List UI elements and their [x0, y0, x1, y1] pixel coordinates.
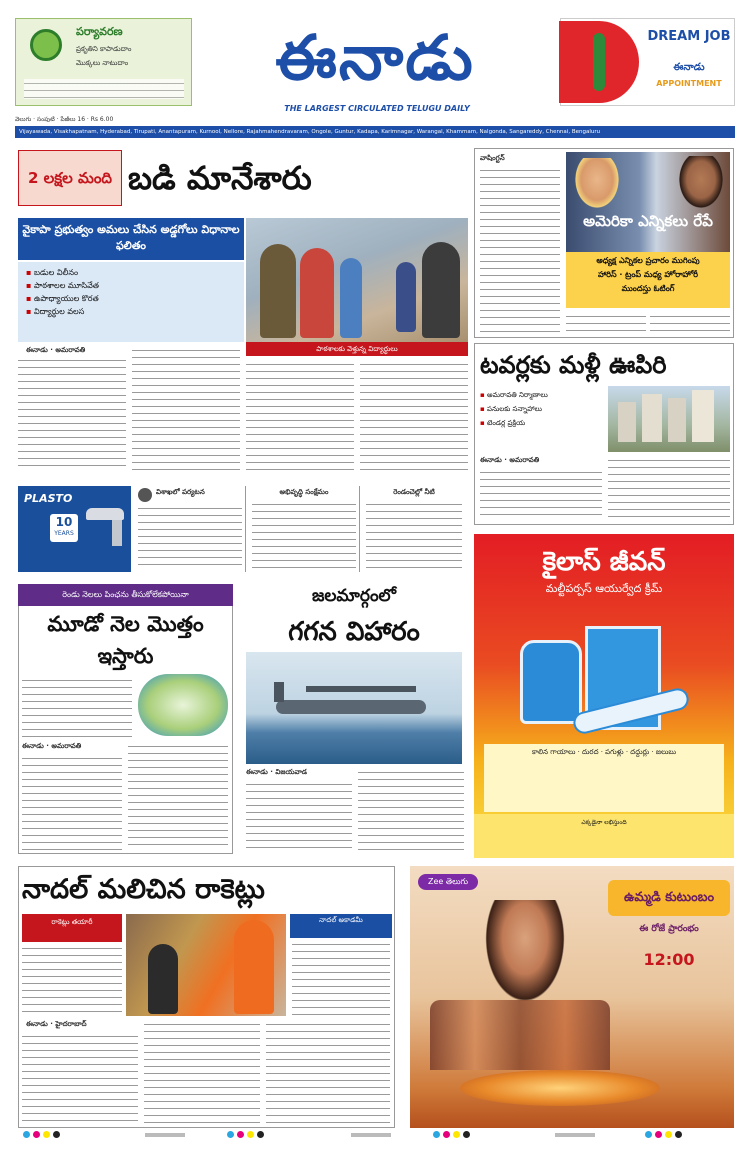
diya-lamp-graphic — [460, 1070, 660, 1106]
pension-points — [22, 676, 132, 740]
lead-body-col-1 — [18, 356, 126, 470]
cream-tin-image — [520, 640, 582, 724]
tower-body-col-2 — [608, 456, 730, 520]
tower-photo — [608, 386, 730, 452]
seaplane-byline: ఈనాడు · విజయవాడ — [246, 768, 307, 776]
registration-dot — [43, 1131, 50, 1138]
registration-dot — [247, 1131, 254, 1138]
seaplane-body-col-2 — [358, 768, 464, 852]
nadal-points — [22, 944, 122, 1016]
zee-premiere-text: ఈ రోజే ప్రారంభం — [639, 924, 699, 934]
printer-registration-strip — [15, 1128, 735, 1142]
registration-dot — [33, 1131, 40, 1138]
editions-bar: Vijayawada, Visakhapatnam, Hyderabad, Tirupati, Anantapuram, Kurnool, Nellore, Rajahmahendravaram, Ongole, Guntur, Kadapa, Karimnagar, Warangal, Khammam, Nalgonda, Sangareddy, Chennai, Bengaluru — [15, 126, 735, 138]
student-figure — [260, 244, 296, 338]
nadal-sidebar-body — [292, 940, 390, 1016]
nadal-red-box: రాకెట్లు తయారీ — [22, 914, 122, 942]
seaplane-graphic — [276, 700, 426, 714]
tower-byline: ఈనాడు · అమరావతి — [480, 456, 540, 464]
lead-kicker: వైకాపా ప్రభుత్వం అమలు చేసిన అడ్డగోలు విధానాల ఫలితం — [18, 218, 244, 260]
lead-point: ▪ పాఠశాలల మూసివేత — [26, 279, 236, 292]
warranty-badge — [50, 514, 78, 542]
building-graphic — [642, 394, 662, 442]
tagline: THE LARGEST CIRCULATED TELUGU DAILY — [284, 104, 470, 113]
registration-dot — [53, 1131, 60, 1138]
recycle-icon — [30, 29, 62, 61]
lead-photo-caption: పాఠశాలకు వెళ్తున్న విద్యార్థులు — [246, 342, 468, 356]
ear-right-brand: ఈనాడు — [673, 62, 705, 73]
lead-points — [18, 262, 244, 342]
registration-dot — [237, 1131, 244, 1138]
seaplane-tail — [274, 682, 284, 702]
student-figure — [422, 242, 460, 338]
registration-dot — [227, 1131, 234, 1138]
brief-3-title[interactable]: రెండంచెల్లో నీటి — [393, 488, 435, 496]
student-figure — [340, 258, 362, 338]
lead-point: ▪ ఉపాధ్యాయుల కొరత — [26, 292, 236, 305]
registration-dot — [453, 1131, 460, 1138]
masthead-title: ఈనాడు — [275, 21, 475, 94]
ear-left-title: పర్యావరణ — [76, 25, 123, 38]
us-body-col-1 — [480, 166, 560, 332]
lead-body-col-4 — [360, 360, 468, 470]
registration-dot — [23, 1131, 30, 1138]
building-graphic — [618, 402, 636, 442]
us-body-col-3 — [650, 312, 730, 332]
lead-byline: ఈనాడు · అమరావతి — [26, 346, 86, 354]
nadal-body-col-1 — [22, 1032, 138, 1124]
nadal-headline[interactable]: నాదల్ మలిచిన రాకెట్లు — [22, 874, 265, 905]
ear-left-line-2: మొక్కలు నాటుదాం — [76, 59, 129, 67]
us-candidates-photo — [566, 152, 730, 252]
us-highlight-2: హారిస్ · ట్రంప్ మధ్య హోరాహోరీ — [597, 270, 699, 279]
seaplane-wing — [306, 686, 416, 692]
pension-body-col-1 — [22, 754, 122, 850]
actress-portrait — [480, 900, 570, 1010]
brief-1-title[interactable]: విశాఖలో పర్యటన — [156, 488, 205, 496]
nadal-body-col-2 — [144, 1020, 260, 1124]
registration-dot — [443, 1131, 450, 1138]
pension-byline: ఈనాడు · అమరావతి — [22, 742, 82, 750]
candidate-portrait — [572, 158, 622, 212]
us-headline[interactable]: అమెరికా ఎన్నికలు రేపే — [583, 212, 713, 230]
registration-dot — [463, 1131, 470, 1138]
lead-body-col-3 — [246, 360, 354, 470]
pension-photo — [138, 674, 228, 736]
building-graphic — [692, 390, 714, 442]
tower-points — [480, 388, 604, 430]
portrait-icon — [138, 488, 152, 502]
student-figure — [300, 248, 334, 338]
tower-point: ▪ అమరావతి నిర్మాణాలు — [480, 388, 604, 402]
pension-body-col-2 — [128, 742, 228, 850]
dream-job-label: DREAM JOB — [647, 29, 731, 44]
figure-icon — [593, 33, 605, 91]
lead-photo — [246, 218, 468, 342]
faucet-icon-spout — [112, 520, 122, 546]
us-highlight-3: ముందస్తు ఓటింగ్ — [621, 284, 675, 293]
faucet-icon — [86, 508, 124, 520]
seaplane-photo — [246, 652, 462, 764]
kailash-title: కైలాస్ జీవన్ — [542, 547, 666, 577]
lead-point: ▪ బడుల విలీనం — [26, 266, 236, 279]
seaplane-headline-2[interactable]: గగన విహారం — [288, 617, 420, 647]
lead-headline[interactable]: బడి మానేశారు — [128, 159, 312, 197]
student-figure — [396, 262, 416, 332]
warranty-unit: YEARS — [54, 530, 74, 537]
brief-2-title[interactable]: అభివృద్ధి సంక్షేమం — [279, 488, 329, 496]
kailash-uses: కాలిన గాయాలు · దురద · పగుళ్లు · దద్దుర్లు · జలుబు — [484, 744, 724, 812]
tower-headline[interactable]: టవర్లకు మళ్లీ ఊపిరి — [480, 350, 667, 379]
lead-point: ▪ విద్యార్థుల వలస — [26, 305, 236, 318]
warranty-years: 10 — [55, 515, 73, 529]
registration-dot — [655, 1131, 662, 1138]
dateline: వెలుగు · సంపుటి · పేజీలు 16 · Rs 6.00 — [15, 116, 114, 123]
lead-badge: 2 లక్షల మంది — [18, 150, 122, 206]
tower-point: ▪ టెండర్ల ప్రక్రియ — [480, 416, 604, 430]
registration-dot — [675, 1131, 682, 1138]
registration-dot — [665, 1131, 672, 1138]
candidate-portrait — [676, 156, 726, 212]
us-highlight-1: అధ్యక్ష ఎన్నికల ప్రచారం ముగింపు — [596, 256, 700, 265]
person-figure — [234, 920, 274, 1014]
us-highlight-box — [566, 252, 730, 308]
ear-left-line-1: ప్రకృతిని కాపాడుదాం — [76, 45, 132, 53]
person-figure — [148, 944, 178, 1014]
registration-dot — [257, 1131, 264, 1138]
tower-body-col-1 — [480, 468, 602, 520]
ear-ad-right — [560, 18, 735, 106]
tower-point: ▪ పనులకు సన్నాహాలు — [480, 402, 604, 416]
registration-dot — [433, 1131, 440, 1138]
nadal-photo — [126, 914, 286, 1016]
nadal-body-col-3 — [266, 1020, 390, 1124]
mid-briefs — [136, 486, 464, 572]
family-group-image — [430, 1000, 610, 1070]
appointment-label: APPOINTMENT — [656, 79, 722, 88]
zee-show-time: 12:00 — [643, 950, 695, 969]
kailash-subtitle: మల్టీపర్పస్ ఆయుర్వేద క్రీమ్ — [545, 582, 663, 595]
nadal-sidebar-title: నాదల్ అకాడమీ — [290, 914, 392, 938]
plasto-ad[interactable] — [18, 486, 131, 572]
pension-kicker: రెండు నెలలు పింఛను తీసుకోలేకపోయినా — [18, 584, 233, 606]
pension-headline[interactable]: మూడో నెల మొత్తం ఇస్తారు — [47, 611, 204, 668]
nadal-byline: ఈనాడు · హైదరాబాద్ — [26, 1020, 87, 1028]
building-graphic — [668, 398, 686, 442]
lead-body-col-2 — [132, 346, 240, 470]
registration-dot — [645, 1131, 652, 1138]
us-body-col-2 — [566, 312, 646, 332]
zee-telugu-logo: Zee తెలుగు — [418, 874, 478, 890]
us-byline: వాషింగ్టన్ — [480, 154, 505, 162]
kailash-footer: ఎక్కడైనా లభిస్తుంది — [474, 814, 734, 858]
zee-show-title: ఉమ్మడి కుటుంబం — [608, 880, 730, 916]
seaplane-headline-1[interactable]: జలమార్గంలో — [311, 586, 397, 606]
ear-ad-left — [15, 18, 192, 106]
plasto-brand: PLASTO — [24, 492, 73, 505]
seaplane-body-col-1 — [246, 780, 352, 852]
